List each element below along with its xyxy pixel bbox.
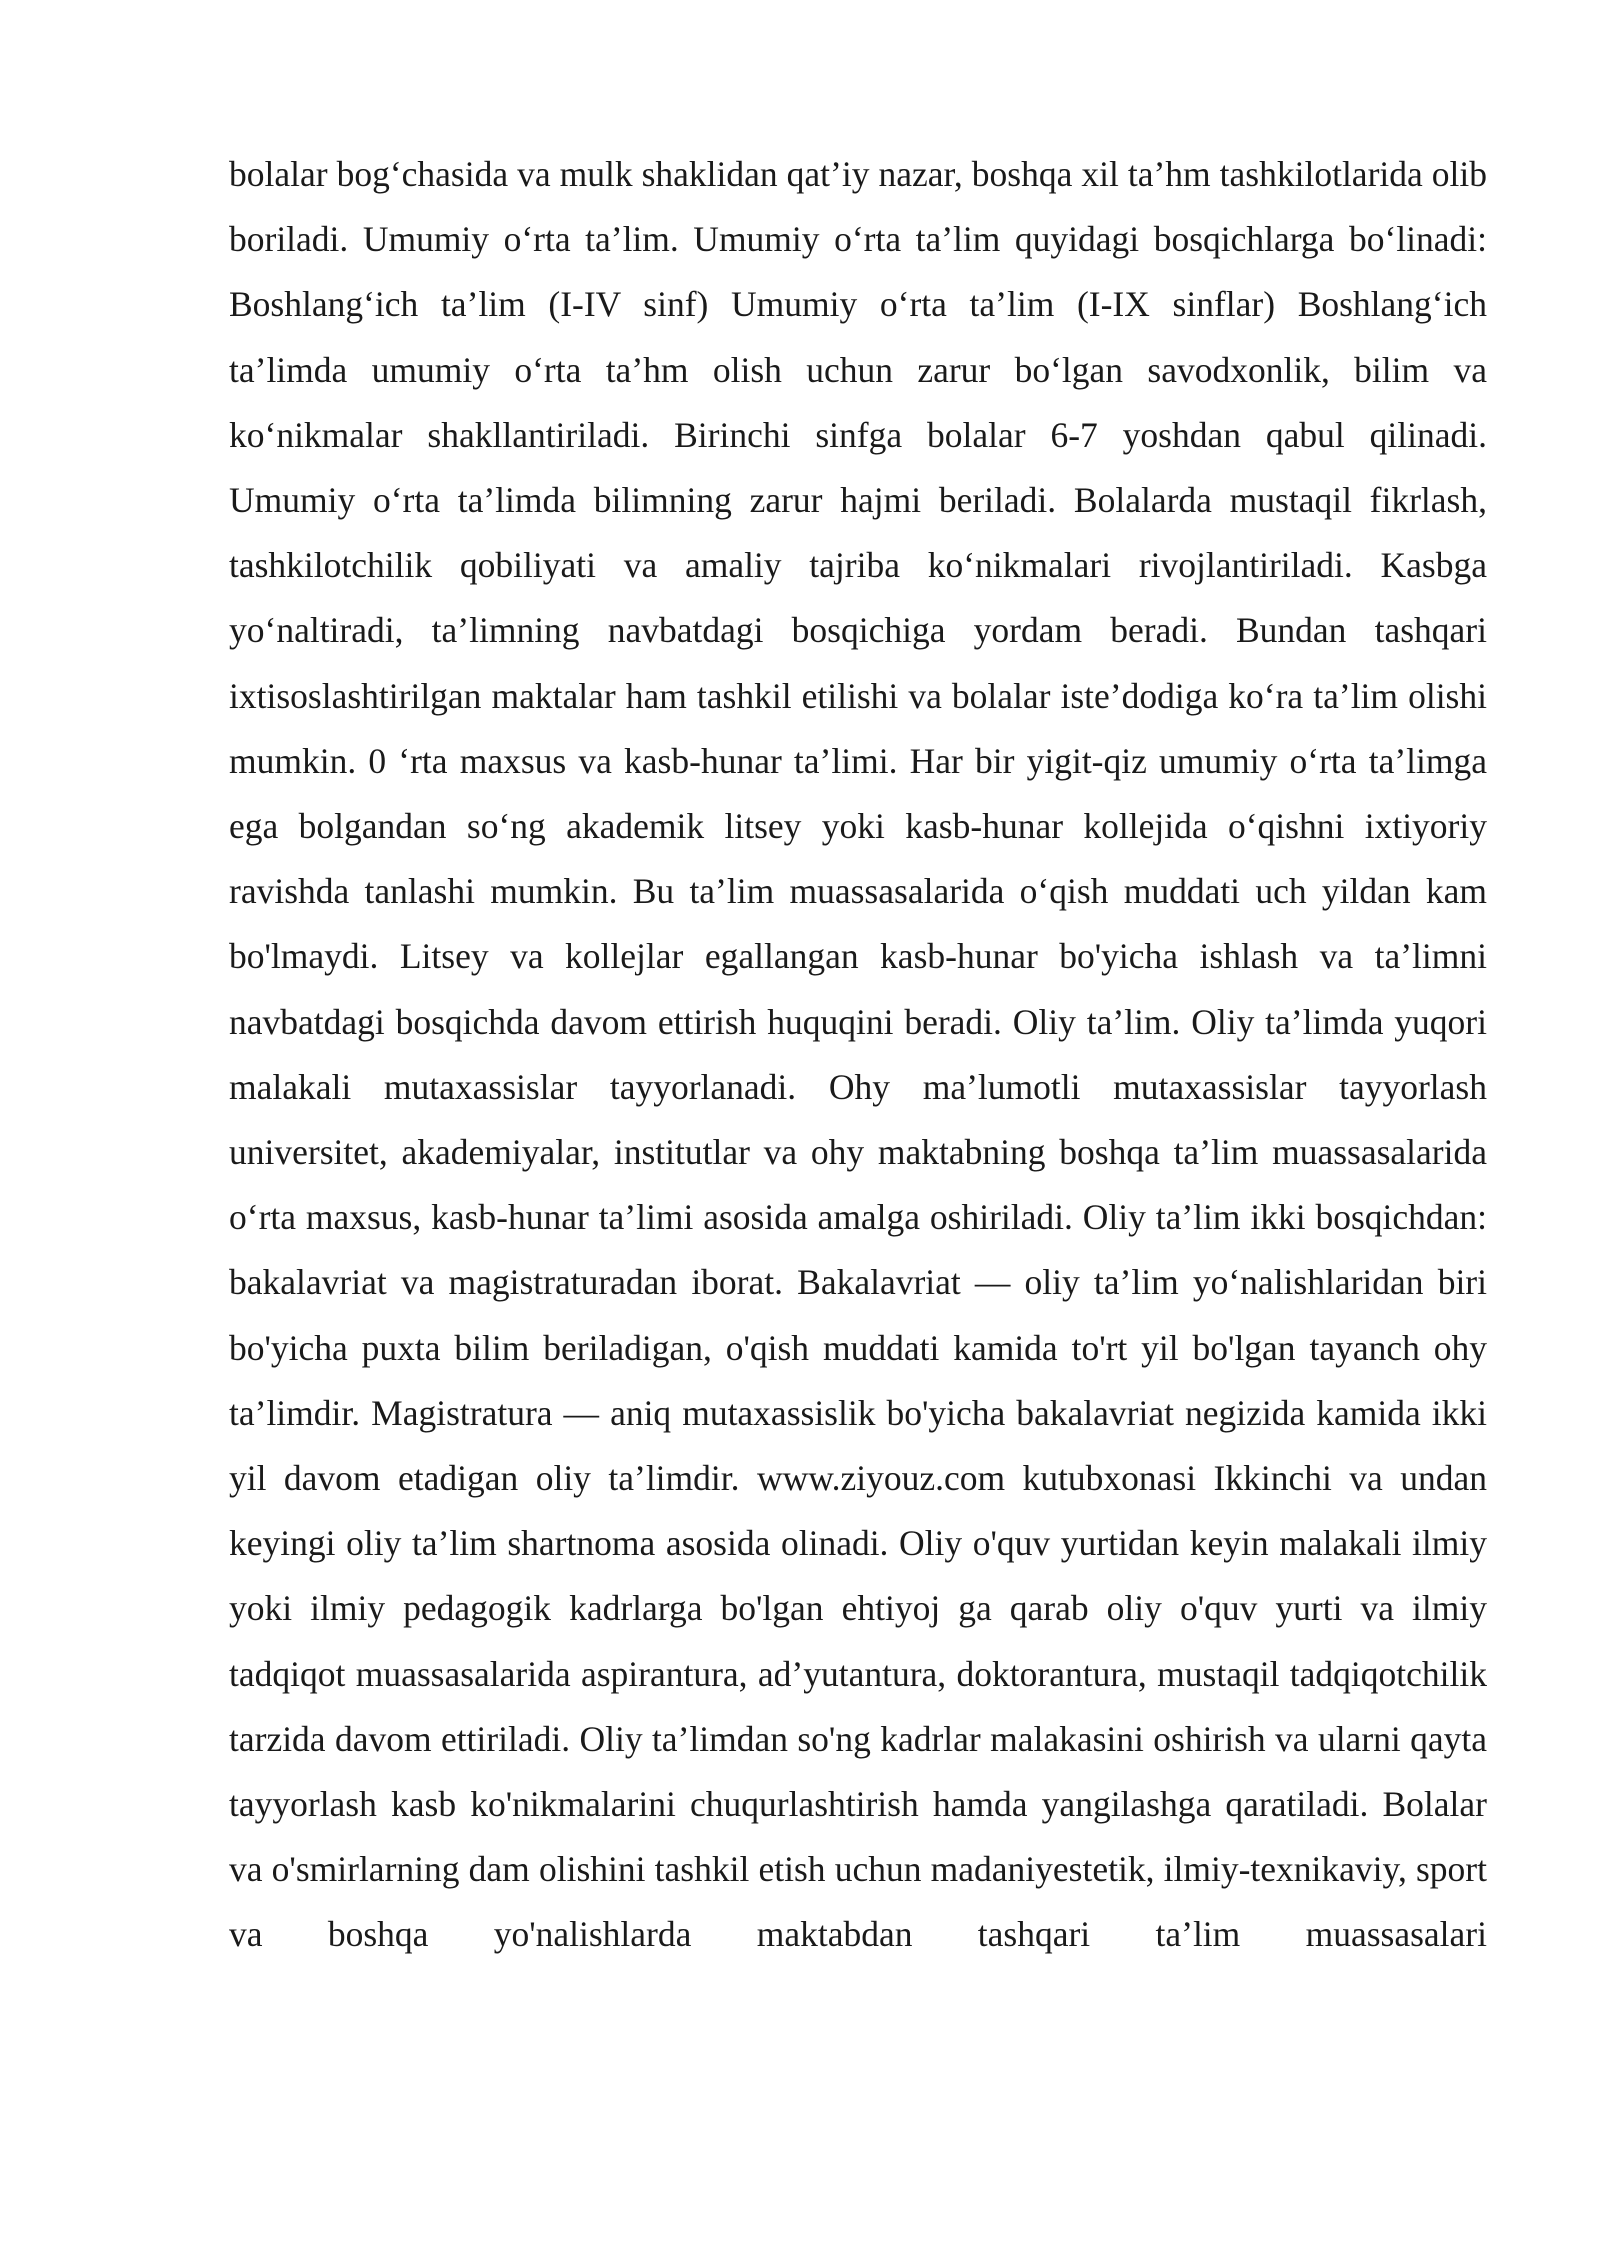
body-paragraph: bolalar bog‘chasida va mulk shaklidan qat’iy nazar, boshqa xil ta’hm tashkilotlarida olib boriladi. Umumiy o‘rta ta’lim. Umumiy o‘rta ta’lim quyidagi bosqichlarga bo‘linadi: Boshlang‘ich ta’lim (I-IV sinf) Umumiy o‘rta ta’lim (I-IX sinflar) Boshlang‘ich ta’limda umumiy o‘rta ta’hm olish uchun zarur bo‘lgan savodxonlik, bilim va ko‘nikmalar shakllantiriladi. Birinchi sinfga bolalar 6-7 yoshdan qabul qilinadi. Umumiy o‘rta ta’limda bilimning zarur hajmi beriladi. Bolalarda mustaqil fikrlash, tashkilotchilik qobiliyati va amaliy tajriba ko‘nikmalari rivojlantiriladi. Kasbga yo‘naltiradi, ta’limning navbatdagi bosqichiga yordam beradi. Bundan tashqari ixtisoslashtirilgan maktalar ham tashkil etilishi va bolalar iste’dodiga ko‘ra ta’lim olishi mumkin. 0 ‘rta maxsus va kasb-hunar ta’limi. Har bir yigit-qiz umumiy o‘rta ta’limga ega bolgandan so‘ng akademik litsey yoki kasb-hunar kollejida o‘qishni ixtiyoriy ravishda tanlashi mumkin. Bu ta’lim muassasalarida o‘qish muddati uch yildan kam bo'lmaydi. Litsey va kollejlar egallangan kasb-hunar bo'yicha ishlash va ta’limni navbatdagi bosqichda davom ettirish huquqini beradi. Oliy ta’lim. Oliy ta’limda yuqori malakali mutaxassislar tayyorlanadi. Ohy ma’lumotli mutaxassislar tayyorlash universitet, akademiyalar, institutlar va ohy maktabning boshqa ta’lim muassasalarida o‘rta maxsus, kasb-hunar ta’limi asosida amalga oshiriladi. Oliy ta’lim ikki bosqichdan: bakalavriat va magistraturadan iborat. Bakalavriat — oliy ta’lim yo‘nalishlaridan biri bo'yicha puxta bilim beriladigan, o'qish muddati kamida to'rt yil bo'lgan tayanch ohy ta’limdir. Magistratura — aniq mutaxassislik bo'yicha bakalavriat negizida kamida ikki yil davom etadigan oliy ta’limdir. www.ziyouz.com kutubxonasi Ikkinchi va undan keyingi oliy ta’lim shartnoma asosida olinadi. Oliy o'quv yurtidan keyin malakali ilmiy yoki ilmiy pedagogik kadrlarga bo'lgan ehtiyoj ga qarab oliy o'quv yurti va ilmiy tadqiqot muassasalarida aspirantura, ad’yutantura, doktorantura, mustaqil tadqiqotchilik tarzida davom ettiriladi. Oliy ta’limdan so'ng kadrlar malakasini oshirish va ularni qayta tayyorlash kasb ko'nikmalarini chuqurlashtirish hamda yangilashga qaratiladi. Bolalar va o'smirlarning dam olishini tashkil etish uchun madaniyestetik, ilmiy-texnikaviy, sport va boshqa yo'nalishlarda maktabdan tashqari ta’lim muassasalari — [229, 154, 1487, 1955]
